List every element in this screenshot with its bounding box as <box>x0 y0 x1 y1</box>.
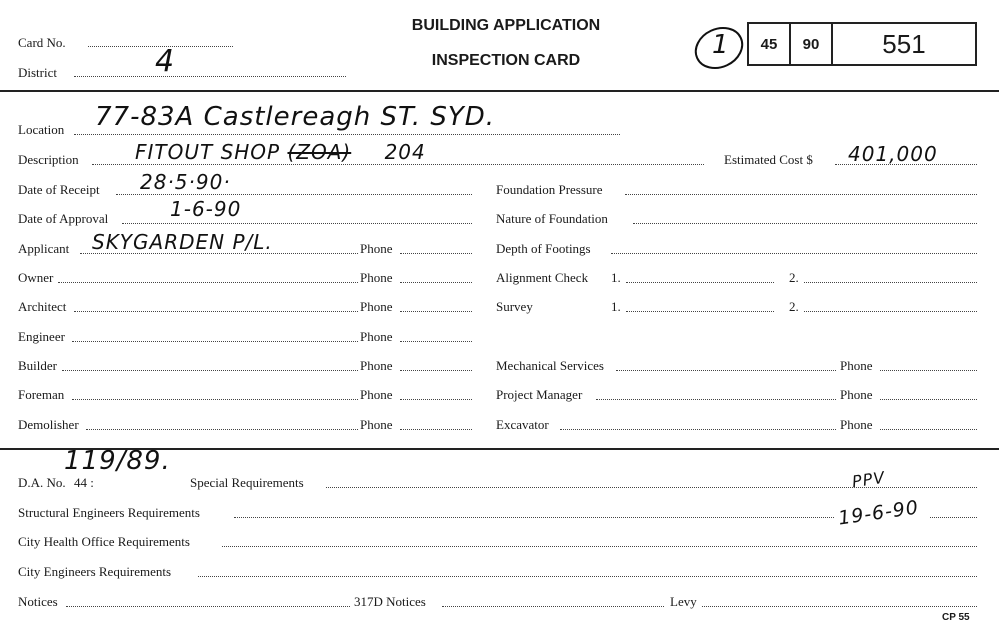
date-of-receipt-value: 28·5·90· <box>140 170 231 194</box>
builder-field[interactable] <box>62 370 358 371</box>
notices-317d-field[interactable] <box>442 606 664 607</box>
excavator-label: Excavator <box>496 417 549 432</box>
alignment-check-label: Alignment Check <box>496 270 589 285</box>
project-manager-phone-field[interactable] <box>880 399 977 400</box>
mechanical-services-phone-label: Phone <box>840 358 873 373</box>
reference-box-b: 90 <box>789 22 833 66</box>
engineer-phone-field[interactable] <box>400 341 472 342</box>
da-number-label: D.A. No. <box>18 475 66 490</box>
excavator-phone-field[interactable] <box>880 429 977 430</box>
city-engineers-requirements-field[interactable] <box>198 576 977 577</box>
survey-field-1[interactable] <box>626 311 774 312</box>
notices-label: Notices <box>18 594 58 609</box>
health-requirements-label: City Health Office Requirements <box>18 534 190 549</box>
survey-item-2: 2. <box>789 299 799 314</box>
form-code: CP 55 <box>942 612 970 623</box>
location-value: 77-83A Castlereagh ST. SYD. <box>95 102 496 132</box>
survey-item-1: 1. <box>611 299 621 314</box>
date-of-receipt-field[interactable] <box>116 194 472 195</box>
project-manager-label: Project Manager <box>496 387 583 402</box>
location-label: Location <box>18 122 65 137</box>
depth-of-footings-label: Depth of Footings <box>496 241 591 256</box>
date-of-approval-label: Date of Approval <box>18 211 109 226</box>
annotation-initials: PPV <box>850 467 887 492</box>
alignment-check-item-1: 1. <box>611 270 621 285</box>
district-value: 4 <box>155 44 176 79</box>
applicant-value: SKYGARDEN P/L. <box>92 230 273 254</box>
architect-phone-label: Phone <box>360 299 393 314</box>
demolisher-field[interactable] <box>86 429 358 430</box>
mechanical-services-phone-field[interactable] <box>880 370 977 371</box>
special-requirements-label: Special Requirements <box>190 475 304 490</box>
description-struck-text: (ZOA) <box>287 140 352 164</box>
date-of-receipt-label: Date of Receipt <box>18 182 100 197</box>
description-extra: 204 <box>384 140 426 164</box>
alignment-check-field-1[interactable] <box>626 282 774 283</box>
architect-label: Architect <box>18 299 67 314</box>
location-field[interactable] <box>74 134 620 135</box>
engineer-label: Engineer <box>18 329 65 344</box>
structural-requirements-label: Structural Engineers Requirements <box>18 505 200 520</box>
demolisher-phone-field[interactable] <box>400 429 472 430</box>
date-of-approval-value: 1-6-90 <box>170 197 242 221</box>
applicant-phone-label: Phone <box>360 241 393 256</box>
notices-317d-label: 317D Notices <box>354 594 426 609</box>
notices-field[interactable] <box>66 606 350 607</box>
district-label: District <box>18 65 57 80</box>
da-number-prefix: 44 : <box>74 475 94 490</box>
levy-field[interactable] <box>702 606 977 607</box>
city-engineers-requirements-label: City Engineers Requirements <box>18 564 172 579</box>
structural-requirements-field[interactable] <box>234 517 834 518</box>
engineer-field[interactable] <box>72 341 358 342</box>
card-no-label: Card No. <box>18 35 66 50</box>
demolisher-label: Demolisher <box>18 417 79 432</box>
builder-label: Builder <box>18 358 57 373</box>
architect-field[interactable] <box>74 311 358 312</box>
circled-number-stamp <box>692 24 746 72</box>
project-manager-phone-label: Phone <box>840 387 873 402</box>
form-title-line1: BUILDING APPLICATION <box>411 17 601 34</box>
survey-field-2[interactable] <box>804 311 977 312</box>
engineer-phone-label: Phone <box>360 329 393 344</box>
annotation-date: 19-6-90 <box>836 496 921 530</box>
builder-phone-label: Phone <box>360 358 393 373</box>
project-manager-field[interactable] <box>596 399 836 400</box>
estimated-cost-label: Estimated Cost $ <box>724 152 813 167</box>
owner-phone-field[interactable] <box>400 282 472 283</box>
estimated-cost-value: 401,000 <box>848 142 938 166</box>
foundation-pressure-field[interactable] <box>625 194 977 195</box>
excavator-field[interactable] <box>560 429 836 430</box>
nature-of-foundation-field[interactable] <box>633 223 977 224</box>
alignment-check-item-2: 2. <box>789 270 799 285</box>
foreman-phone-label: Phone <box>360 387 393 402</box>
description-value <box>135 140 426 164</box>
depth-of-footings-field[interactable] <box>611 253 977 254</box>
circled-number-value: 1 <box>712 30 730 60</box>
structural-requirements-field-end[interactable] <box>930 517 977 518</box>
description-label: Description <box>18 152 79 167</box>
owner-field[interactable] <box>58 282 358 283</box>
da-number-value: 119/89. <box>64 446 171 476</box>
foundation-pressure-label: Foundation Pressure <box>496 182 603 197</box>
levy-label: Levy <box>670 594 697 609</box>
foreman-field[interactable] <box>72 399 358 400</box>
form-title-line2: INSPECTION CARD <box>431 52 581 69</box>
foreman-phone-field[interactable] <box>400 399 472 400</box>
owner-phone-label: Phone <box>360 270 393 285</box>
mechanical-services-field[interactable] <box>616 370 836 371</box>
foreman-label: Foreman <box>18 387 65 402</box>
district-field[interactable] <box>74 76 346 77</box>
survey-label: Survey <box>496 299 533 314</box>
description-text: FITOUT SHOP <box>135 140 281 164</box>
reference-box-c: 551 <box>831 22 977 66</box>
excavator-phone-label: Phone <box>840 417 873 432</box>
mechanical-services-label: Mechanical Services <box>496 358 604 373</box>
header-divider <box>0 90 999 92</box>
owner-label: Owner <box>18 270 54 285</box>
date-of-approval-field[interactable] <box>122 223 472 224</box>
description-field[interactable] <box>92 164 704 165</box>
builder-phone-field[interactable] <box>400 370 472 371</box>
architect-phone-field[interactable] <box>400 311 472 312</box>
applicant-label: Applicant <box>18 241 70 256</box>
alignment-check-field-2[interactable] <box>804 282 977 283</box>
demolisher-phone-label: Phone <box>360 417 393 432</box>
nature-of-foundation-label: Nature of Foundation <box>496 211 608 226</box>
health-requirements-field[interactable] <box>222 546 977 547</box>
applicant-phone-field[interactable] <box>400 253 472 254</box>
reference-box-a: 45 <box>747 22 791 66</box>
